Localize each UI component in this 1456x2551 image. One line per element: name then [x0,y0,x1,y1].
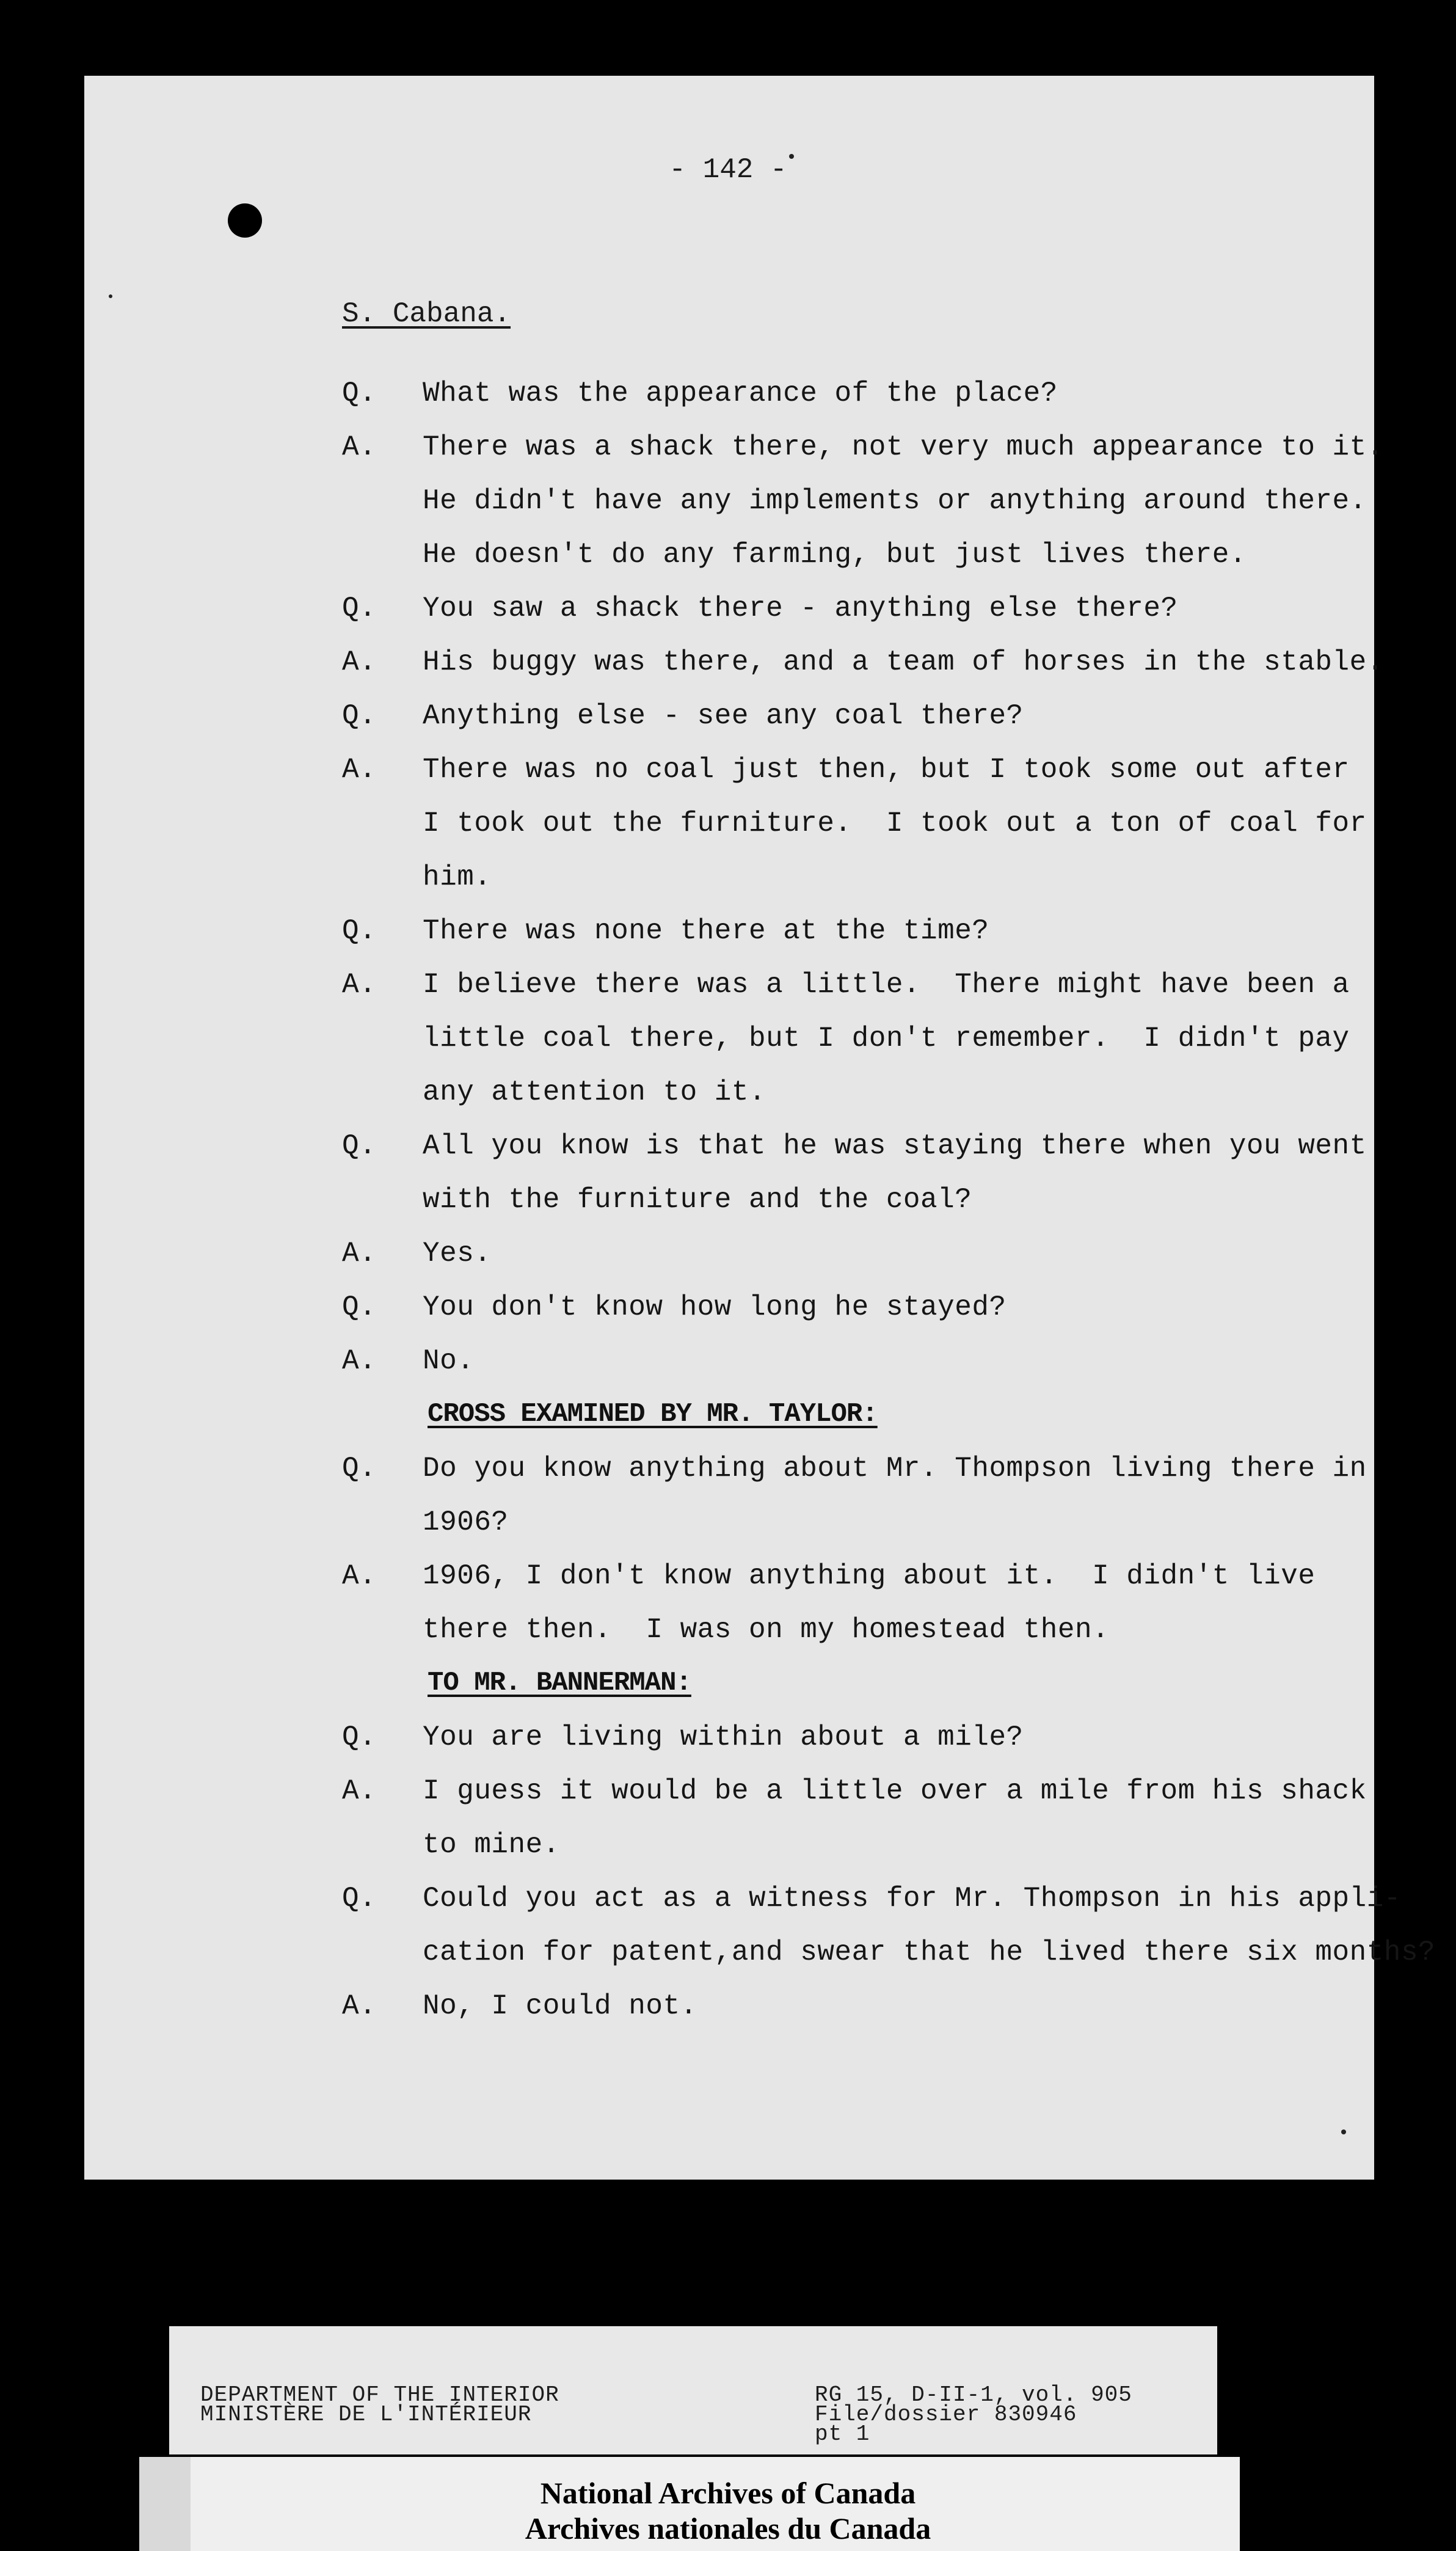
speaker-label: A. [342,646,377,678]
transcript-line [342,1130,1367,1167]
transcript-line [342,593,1178,629]
archives-name-english: National Archives of Canada [540,2476,916,2510]
line-text: There was no coal just then, but I took some out after [423,754,1350,786]
line-text: I believe there was a little. There might have been a [423,969,1350,1001]
archives-name-french: Archives nationales du Canada [525,2511,931,2546]
line-text: You saw a shack there - anything else there? [423,593,1178,624]
line-text: Do you know anything about Mr. Thompson living there in [423,1453,1367,1484]
speaker-label: A. [342,1345,377,1377]
transcript-line [423,1023,1350,1059]
line-text: No. [423,1345,475,1377]
record-group-reference: RG 15, D-II-1, vol. 905 [815,2382,1132,2407]
transcript-line [423,1829,560,1866]
line-text: little coal there, but I don't remember. I didn't pay [423,1023,1350,1054]
line-text: Anything else - see any coal there? [423,700,1024,732]
transcript-line [423,861,491,898]
page-number: - 142 - [669,154,787,186]
line-text: I took out the furniture. I took out a ton of coal for [423,808,1367,839]
speaker-label: A. [342,1990,377,2022]
line-text: There was none there at the time? [423,915,989,947]
speaker-label: Q. [342,1883,377,1914]
transcript-line [423,1506,509,1543]
transcript-line [342,1721,1024,1758]
speaker-label: A. [342,431,377,463]
transcript-line [342,754,1350,790]
line-text: There was a shack there, not very much appearance to it. [423,431,1384,463]
line-text: 1906? [423,1506,509,1538]
line-text: him. [423,861,492,893]
department-english: DEPARTMENT OF THE INTERIOR [200,2382,559,2407]
line-text: No, I could not. [423,1990,697,2022]
transcript-line [342,1883,1401,1919]
speaker-label: Q. [342,1130,377,1162]
part-number: pt 1 [815,2421,870,2447]
speaker-label: Q. [342,1453,377,1484]
speaker-label: Q. [342,593,377,624]
line-text: any attention to it. [423,1076,766,1108]
transcript-line [342,1560,1315,1597]
cross-examination-heading: CROSS EXAMINED BY MR. TAYLOR: [428,1399,878,1429]
speaker-label: Q. [342,1291,377,1323]
line-text: cation for patent,and swear that he lived there six months? [423,1936,1436,1968]
line-text: You are living within about a mile? [423,1721,1024,1753]
line-text: His buggy was there, and a team of horses in the stable. [423,646,1384,678]
transcript-line [342,969,1350,1005]
transcript-line [423,1184,972,1221]
line-text: there then. I was on my homestead then. [423,1614,1110,1646]
line-text: You don't know how long he stayed? [423,1291,1006,1323]
line-text: What was the appearance of the place? [423,378,1058,409]
speaker-label: Q. [342,915,377,947]
transcript-line [342,1453,1367,1489]
speaker-label: Q. [342,700,377,732]
transcript-line [423,1936,1435,1973]
transcript-line [423,1614,1109,1651]
transcript-line [342,1345,474,1382]
line-text: with the furniture and the coal? [423,1184,972,1216]
line-text: He doesn't do any farming, but just lives there. [423,539,1247,571]
transcript-line [342,378,1058,414]
transcript-line [342,1291,1006,1328]
line-text: All you know is that he was staying there when you went [423,1130,1367,1162]
bannerman-heading: TO MR. BANNERMAN: [428,1668,691,1698]
transcript-line [342,1775,1367,1812]
transcript-line [342,700,1024,737]
speck [1341,2129,1346,2134]
line-text: Could you act as a witness for Mr. Thompson in his appli- [423,1883,1401,1914]
line-text: to mine. [423,1829,560,1861]
transcript-line [342,646,1384,683]
speaker-label: A. [342,1238,377,1269]
speaker-label: A. [342,1560,377,1592]
speck [109,294,112,298]
witness-name: S. Cabana. [342,298,511,330]
line-text: He didn't have any implements or anything around there. [423,485,1367,517]
transcript-line [423,485,1367,522]
punch-hole [228,203,262,238]
speaker-label: A. [342,969,377,1001]
transcript-line [342,431,1384,468]
transcript-line [423,808,1367,844]
department-french: MINISTÈRE DE L'INTÉRIEUR [200,2402,532,2427]
line-text: I guess it would be a little over a mile from his shack [423,1775,1367,1807]
file-number: File/dossier 830946 [815,2402,1077,2427]
line-text: Yes. [423,1238,492,1269]
speaker-label: A. [342,754,377,786]
transcript-line [342,1990,697,2027]
transcript-line [423,1076,766,1113]
transcript-line [423,539,1247,575]
line-text: 1906, I don't know anything about it. I didn't live [423,1560,1316,1592]
transcript-line [342,1238,491,1274]
speaker-label: Q. [342,1721,377,1753]
speaker-label: A. [342,1775,377,1807]
speaker-label: Q. [342,378,377,409]
transcript-line [342,915,989,952]
